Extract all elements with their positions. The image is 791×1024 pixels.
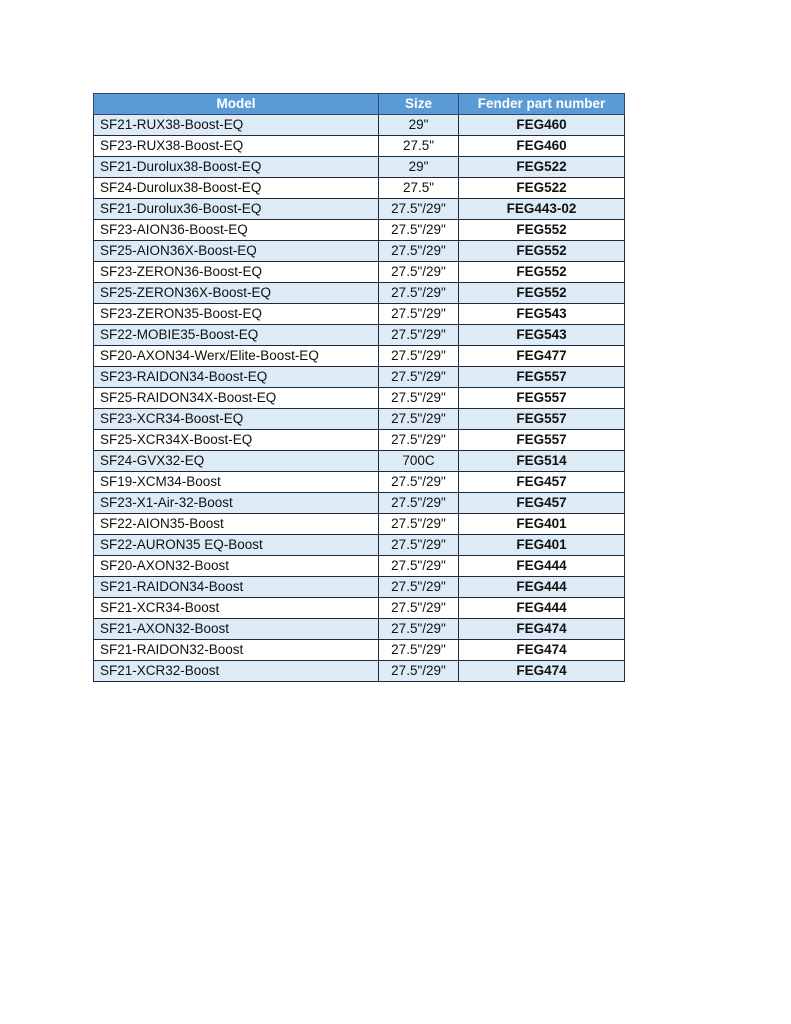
part-number-cell: FEG443-02	[459, 199, 625, 220]
header-size: Size	[379, 94, 459, 115]
part-number-cell: FEG543	[459, 304, 625, 325]
table-row	[94, 514, 625, 535]
part-number-cell: FEG552	[459, 220, 625, 241]
size-cell: 27.5"/29"	[379, 220, 459, 241]
part-number-cell: FEG557	[459, 367, 625, 388]
model-cell: SF25-XCR34X-Boost-EQ	[94, 430, 379, 451]
size-cell: 27.5"/29"	[379, 367, 459, 388]
size-cell: 27.5"/29"	[379, 598, 459, 619]
part-number-cell: FEG522	[459, 178, 625, 199]
table-row	[94, 430, 625, 451]
size-cell: 27.5"/29"	[379, 661, 459, 682]
model-cell: SF21-Durolux38-Boost-EQ	[94, 157, 379, 178]
model-cell: SF19-XCM34-Boost	[94, 472, 379, 493]
table-row	[94, 241, 625, 262]
size-cell: 27.5"/29"	[379, 640, 459, 661]
table-row	[94, 577, 625, 598]
table-row	[94, 346, 625, 367]
model-cell: SF21-Durolux36-Boost-EQ	[94, 199, 379, 220]
table-row	[94, 262, 625, 283]
table-row	[94, 304, 625, 325]
part-number-cell: FEG401	[459, 514, 625, 535]
model-cell: SF21-XCR32-Boost	[94, 661, 379, 682]
table-row	[94, 220, 625, 241]
model-cell: SF21-RAIDON32-Boost	[94, 640, 379, 661]
part-number-cell: FEG514	[459, 451, 625, 472]
model-cell: SF22-AURON35 EQ-Boost	[94, 535, 379, 556]
size-cell: 27.5"/29"	[379, 577, 459, 598]
size-cell: 27.5"/29"	[379, 514, 459, 535]
model-cell: SF22-AION35-Boost	[94, 514, 379, 535]
model-cell: SF24-Durolux38-Boost-EQ	[94, 178, 379, 199]
part-number-cell: FEG444	[459, 577, 625, 598]
size-cell: 27.5"/29"	[379, 388, 459, 409]
size-cell: 27.5"	[379, 178, 459, 199]
part-number-cell: FEG522	[459, 157, 625, 178]
size-cell: 27.5"/29"	[379, 241, 459, 262]
table-row	[94, 409, 625, 430]
part-number-cell: FEG477	[459, 346, 625, 367]
table-row	[94, 598, 625, 619]
part-number-cell: FEG460	[459, 136, 625, 157]
size-cell: 27.5"/29"	[379, 430, 459, 451]
model-cell: SF23-XCR34-Boost-EQ	[94, 409, 379, 430]
part-number-cell: FEG543	[459, 325, 625, 346]
model-cell: SF21-XCR34-Boost	[94, 598, 379, 619]
model-cell: SF23-X1-Air-32-Boost	[94, 493, 379, 514]
part-number-cell: FEG557	[459, 409, 625, 430]
table-row	[94, 472, 625, 493]
model-cell: SF20-AXON32-Boost	[94, 556, 379, 577]
size-cell: 27.5"/29"	[379, 325, 459, 346]
part-number-cell: FEG474	[459, 661, 625, 682]
size-cell: 27.5"/29"	[379, 409, 459, 430]
size-cell: 27.5"/29"	[379, 283, 459, 304]
part-number-cell: FEG552	[459, 283, 625, 304]
part-number-cell: FEG557	[459, 388, 625, 409]
model-cell: SF23-RAIDON34-Boost-EQ	[94, 367, 379, 388]
table-row	[94, 115, 625, 136]
model-cell: SF21-RUX38-Boost-EQ	[94, 115, 379, 136]
model-cell: SF23-AION36-Boost-EQ	[94, 220, 379, 241]
fender-compatibility-table	[93, 93, 625, 682]
table-body	[94, 115, 625, 682]
size-cell: 29"	[379, 157, 459, 178]
table-row	[94, 136, 625, 157]
model-cell: SF22-MOBIE35-Boost-EQ	[94, 325, 379, 346]
size-cell: 27.5"/29"	[379, 556, 459, 577]
part-number-cell: FEG444	[459, 598, 625, 619]
size-cell: 27.5"/29"	[379, 262, 459, 283]
size-cell: 27.5"	[379, 136, 459, 157]
part-number-cell: FEG474	[459, 640, 625, 661]
table-row	[94, 493, 625, 514]
header-model: Model	[94, 94, 379, 115]
model-cell: SF24-GVX32-EQ	[94, 451, 379, 472]
size-cell: 27.5"/29"	[379, 493, 459, 514]
size-cell: 29"	[379, 115, 459, 136]
model-cell: SF23-RUX38-Boost-EQ	[94, 136, 379, 157]
table-row	[94, 640, 625, 661]
part-number-cell: FEG444	[459, 556, 625, 577]
model-cell: SF25-AION36X-Boost-EQ	[94, 241, 379, 262]
part-number-cell: FEG401	[459, 535, 625, 556]
size-cell: 700C	[379, 451, 459, 472]
model-cell: SF25-RAIDON34X-Boost-EQ	[94, 388, 379, 409]
part-number-cell: FEG552	[459, 241, 625, 262]
part-number-cell: FEG457	[459, 493, 625, 514]
table-row	[94, 157, 625, 178]
size-cell: 27.5"/29"	[379, 199, 459, 220]
model-cell: SF23-ZERON35-Boost-EQ	[94, 304, 379, 325]
part-number-cell: FEG552	[459, 262, 625, 283]
model-cell: SF23-ZERON36-Boost-EQ	[94, 262, 379, 283]
size-cell: 27.5"/29"	[379, 346, 459, 367]
table-row	[94, 619, 625, 640]
table-row	[94, 661, 625, 682]
table-row	[94, 388, 625, 409]
size-cell: 27.5"/29"	[379, 535, 459, 556]
part-number-cell: FEG460	[459, 115, 625, 136]
size-cell: 27.5"/29"	[379, 619, 459, 640]
size-cell: 27.5"/29"	[379, 472, 459, 493]
part-number-cell: FEG457	[459, 472, 625, 493]
table-row	[94, 325, 625, 346]
header-row	[94, 94, 625, 115]
table-row	[94, 178, 625, 199]
table-row	[94, 556, 625, 577]
table-row	[94, 367, 625, 388]
table-row	[94, 451, 625, 472]
model-cell: SF21-RAIDON34-Boost	[94, 577, 379, 598]
table-row	[94, 283, 625, 304]
part-number-cell: FEG557	[459, 430, 625, 451]
part-number-cell: FEG474	[459, 619, 625, 640]
table-row	[94, 535, 625, 556]
model-cell: SF25-ZERON36X-Boost-EQ	[94, 283, 379, 304]
size-cell: 27.5"/29"	[379, 304, 459, 325]
model-cell: SF21-AXON32-Boost	[94, 619, 379, 640]
model-cell: SF20-AXON34-Werx/Elite-Boost-EQ	[94, 346, 379, 367]
header-part-number: Fender part number	[459, 94, 625, 115]
table-row	[94, 199, 625, 220]
